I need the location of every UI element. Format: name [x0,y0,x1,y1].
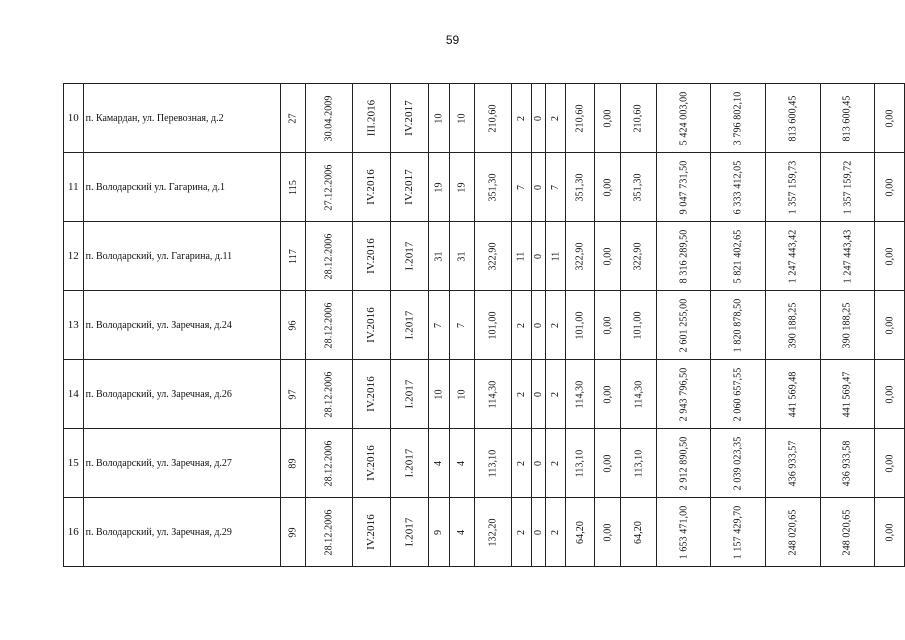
table-cell-c1 [281,222,306,291]
table-cell-c6 [449,222,475,291]
cell-value: 28.12.2006 [323,371,335,417]
table-cell-c14 [656,360,711,429]
cell-value: 0,00 [602,385,614,403]
table-row [64,153,905,222]
cell-value: 0,00 [602,454,614,472]
table-cell-c13 [621,498,656,567]
table-cell-c10 [546,360,566,429]
cell-value: 117 [287,248,299,264]
cell-value: 96 [287,319,299,331]
cell-value: IV.2016 [365,514,378,550]
table-cell-c9 [532,222,546,291]
table-cell-c4 [390,429,428,498]
cell-value: 97 [287,388,299,400]
table-cell-c4 [390,222,428,291]
address-cell: п. Володарский, ул. Заречная, д.26 [83,360,281,429]
table-cell-c17 [820,84,875,153]
table-cell-c5 [428,360,449,429]
cell-value: I.2017 [403,310,416,340]
cell-value: 5 821 402,65 [732,229,744,283]
cell-value: 10 [433,112,445,124]
table-cell-c16 [765,291,820,360]
table-cell-c18 [875,222,905,291]
row-number: 12 [64,222,84,291]
cell-value: 390 188,25 [787,302,799,348]
cell-value: 248 020,65 [787,509,799,555]
table-cell-c18 [875,84,905,153]
cell-value: 19 [433,181,445,193]
table-cell-c17 [820,153,875,222]
cell-value: 101,00 [487,310,499,340]
table-row [64,291,905,360]
cell-value: 28.12.2006 [323,302,335,348]
table-cell-c13 [621,153,656,222]
table-cell-c10 [546,498,566,567]
cell-value: 441 569,48 [787,371,799,417]
table-cell-c11 [566,84,595,153]
table-cell-c3 [353,222,391,291]
table-cell-c9 [532,498,546,567]
cell-value: 9 [433,529,445,535]
table-cell-c8 [511,429,532,498]
table-cell-c9 [532,360,546,429]
cell-value: 3 796 802,10 [732,91,744,145]
cell-value: 390 188,25 [841,302,853,348]
table-cell-c4 [390,153,428,222]
table-cell-c8 [511,222,532,291]
cell-value: 7 [550,184,562,190]
cell-value: 0 [533,253,545,259]
cell-value: 99 [287,526,299,538]
cell-value: 2 [515,322,527,328]
table-cell-c4 [390,291,428,360]
cell-value: 28.12.2006 [323,509,335,555]
table-cell-c14 [656,498,711,567]
table-cell-c9 [532,84,546,153]
table-cell-c7 [475,222,511,291]
cell-value: 115 [287,179,299,195]
cell-value: 0 [533,529,545,535]
cell-value: 113,10 [632,449,644,477]
table-cell-c14 [656,291,711,360]
table-cell-c14 [656,84,711,153]
table-cell-c12 [595,360,621,429]
cell-value: 2 [550,322,562,328]
cell-value: 5 424 003,00 [677,91,689,145]
table-cell-c7 [475,84,511,153]
table-cell-c17 [820,498,875,567]
cell-value: I.2017 [403,517,416,547]
table-cell-c1 [281,498,306,567]
cell-value: 0 [533,115,545,121]
table-row [64,360,905,429]
table-cell-c2 [306,153,353,222]
table-cell-c2 [306,360,353,429]
cell-value: 2 [515,391,527,397]
table-cell-c15 [711,291,766,360]
cell-value: 114,30 [487,380,499,408]
cell-value: 28.12.2006 [323,440,335,486]
table-cell-c12 [595,222,621,291]
cell-value: 113,10 [574,449,586,477]
table-row [64,429,905,498]
cell-value: 351,30 [574,172,586,202]
table-cell-c18 [875,153,905,222]
cell-value: 322,90 [487,241,499,271]
table-cell-c18 [875,498,905,567]
row-number: 15 [64,429,84,498]
table-cell-c18 [875,360,905,429]
table-cell-c1 [281,429,306,498]
table-cell-c14 [656,153,711,222]
table-cell-c12 [595,429,621,498]
table-cell-c9 [532,291,546,360]
cell-value: 0 [533,460,545,466]
cell-value: 0 [533,322,545,328]
cell-value: 4 [456,529,468,535]
table-cell-c1 [281,291,306,360]
cell-value: 64,20 [632,520,644,544]
cell-value: 10 [456,388,468,400]
cell-value: 1 820 878,50 [732,298,744,352]
table-cell-c16 [765,84,820,153]
cell-value: IV.2016 [365,169,378,205]
cell-value: 0,00 [602,109,614,127]
table-cell-c3 [353,153,391,222]
cell-value: 2 [515,115,527,121]
table-cell-c1 [281,153,306,222]
cell-value: I.2017 [403,379,416,409]
cell-value: 7 [456,322,468,328]
table-cell-c10 [546,153,566,222]
table-cell-c5 [428,429,449,498]
cell-value: 0,00 [602,523,614,541]
table-cell-c18 [875,429,905,498]
table-cell-c11 [566,222,595,291]
table-cell-c11 [566,291,595,360]
cell-value: 64,20 [574,520,586,544]
table-cell-c10 [546,84,566,153]
table-cell-c15 [711,498,766,567]
cell-value: IV.2016 [365,238,378,274]
cell-value: 113,10 [487,449,499,477]
table-cell-c7 [475,291,511,360]
row-number: 16 [64,498,84,567]
table-cell-c8 [511,153,532,222]
table-cell-c13 [621,360,656,429]
table-cell-c1 [281,84,306,153]
table-cell-c18 [875,291,905,360]
cell-value: 6 333 412,05 [732,160,744,214]
table-cell-c3 [353,360,391,429]
table-cell-c7 [475,360,511,429]
cell-value: 8 316 289,50 [677,229,689,283]
cell-value: 0,00 [884,109,896,127]
cell-value: 27.12.2006 [323,164,335,210]
cell-value: 11 [515,251,527,261]
cell-value: 351,30 [632,172,644,202]
cell-value: 2 [515,460,527,466]
cell-value: 436 933,58 [841,440,853,486]
table-cell-c9 [532,429,546,498]
cell-value: IV.2017 [403,100,416,136]
cell-value: 10 [433,388,445,400]
cell-value: 0,00 [884,385,896,403]
cell-value: 0 [533,184,545,190]
row-number: 14 [64,360,84,429]
table-cell-c6 [449,498,475,567]
table-cell-c4 [390,84,428,153]
table-cell-c8 [511,360,532,429]
address-cell: п. Володарский, ул. Заречная, д.29 [83,498,281,567]
cell-value: 322,90 [632,241,644,271]
page-number: 59 [445,33,460,47]
table-cell-c10 [546,222,566,291]
table-cell-c2 [306,84,353,153]
table-cell-c7 [475,153,511,222]
table-cell-c5 [428,498,449,567]
cell-value: 114,30 [632,380,644,408]
table-cell-c17 [820,222,875,291]
cell-value: 813 600,45 [841,95,853,141]
cell-value: I.2017 [403,448,416,478]
cell-value: 0,00 [884,247,896,265]
cell-value: 1 653 471,00 [677,505,689,559]
table-cell-c14 [656,222,711,291]
cell-value: 28.12.2006 [323,233,335,279]
table-cell-c11 [566,498,595,567]
address-cell: п. Володарский, ул. Гагарина, д.11 [83,222,281,291]
table-row [64,84,905,153]
cell-value: 132,20 [487,517,499,547]
cell-value: 2 [550,460,562,466]
table-cell-c5 [428,291,449,360]
table-cell-c13 [621,291,656,360]
cell-value: 9 047 731,50 [677,160,689,214]
table-cell-c7 [475,498,511,567]
cell-value: 0,00 [884,454,896,472]
cell-value: 0,00 [602,247,614,265]
table-cell-c13 [621,84,656,153]
cell-value: 11 [550,251,562,261]
cell-value: 210,60 [574,103,586,133]
table-row [64,498,905,567]
table-cell-c16 [765,429,820,498]
cell-value: 0,00 [884,178,896,196]
cell-value: 2 943 796,50 [677,367,689,421]
table-cell-c1 [281,360,306,429]
table-cell-c12 [595,84,621,153]
table-cell-c12 [595,291,621,360]
address-cell: п. Володарский, ул. Заречная, д.24 [83,291,281,360]
table-cell-c11 [566,153,595,222]
cell-value: 101,00 [574,310,586,340]
table-cell-c15 [711,360,766,429]
cell-value: 2 601 255,00 [677,298,689,352]
cell-value: 89 [287,457,299,469]
cell-value: 2 [550,391,562,397]
cell-value: 101,00 [632,310,644,340]
table-cell-c15 [711,222,766,291]
cell-value: 114,30 [574,380,586,408]
cell-value: 7 [515,184,527,190]
cell-value: 1 247 443,42 [787,229,799,283]
table-cell-c5 [428,84,449,153]
table-cell-c2 [306,291,353,360]
table-cell-c13 [621,222,656,291]
cell-value: 1 357 159,72 [841,160,853,214]
table-cell-c4 [390,360,428,429]
cell-value: 210,60 [487,103,499,133]
table-cell-c9 [532,153,546,222]
cell-value: 248 020,65 [841,509,853,555]
table-cell-c6 [449,84,475,153]
cell-value: IV.2017 [403,169,416,205]
cell-value: IV.2016 [365,376,378,412]
table-cell-c16 [765,222,820,291]
table-cell-c5 [428,222,449,291]
table-cell-c2 [306,498,353,567]
cell-value: IV.2016 [365,445,378,481]
cell-value: 0 [533,391,545,397]
address-cell: п. Камардан, ул. Перевозная, д.2 [83,84,281,153]
table-cell-c6 [449,291,475,360]
cell-value: 2 [515,529,527,535]
cell-value: 322,90 [574,241,586,271]
cell-value: 1 357 159,73 [787,160,799,214]
cell-value: 4 [456,460,468,466]
cell-value: 31 [433,250,445,262]
table-cell-c8 [511,291,532,360]
table-cell-c2 [306,222,353,291]
cell-value: 0,00 [884,523,896,541]
cell-value: 436 933,57 [787,440,799,486]
table-cell-c3 [353,429,391,498]
cell-value: 351,30 [487,172,499,202]
cell-value: III.2016 [365,99,378,137]
table-cell-c3 [353,84,391,153]
row-number: 13 [64,291,84,360]
table-cell-c17 [820,429,875,498]
row-number: 10 [64,84,84,153]
table-cell-c8 [511,498,532,567]
table-cell-c16 [765,360,820,429]
cell-value: 4 [433,460,445,466]
address-cell: п. Володарский, ул. Заречная, д.27 [83,429,281,498]
table-cell-c17 [820,291,875,360]
table-cell-c17 [820,360,875,429]
table-cell-c13 [621,429,656,498]
cell-value: 10 [456,112,468,124]
table-cell-c15 [711,153,766,222]
address-cell: п. Володарский ул. Гагарина, д.1 [83,153,281,222]
table-cell-c15 [711,429,766,498]
table-cell-c6 [449,360,475,429]
cell-value: 210,60 [632,103,644,133]
cell-value: 441 569,47 [841,371,853,417]
cell-value: 2 039 023,35 [732,436,744,490]
row-number: 11 [64,153,84,222]
table-cell-c5 [428,153,449,222]
cell-value: 2 [550,115,562,121]
cell-value: 0,00 [884,316,896,334]
table-cell-c16 [765,498,820,567]
table-cell-c15 [711,84,766,153]
cell-value: 2 912 890,50 [677,436,689,490]
table-row [64,222,905,291]
cell-value: 30.04.2009 [323,95,335,141]
cell-value: 31 [456,250,468,262]
table-cell-c2 [306,429,353,498]
table-cell-c16 [765,153,820,222]
housing-program-table [63,83,905,567]
cell-value: 0,00 [602,178,614,196]
cell-value: I.2017 [403,241,416,271]
table-cell-c11 [566,429,595,498]
cell-value: 0,00 [602,316,614,334]
table-cell-c12 [595,498,621,567]
table-cell-c10 [546,429,566,498]
table-cell-c4 [390,498,428,567]
table-body [64,84,905,567]
cell-value: 813 600,45 [787,95,799,141]
cell-value: 7 [433,322,445,328]
table-cell-c12 [595,153,621,222]
table-cell-c14 [656,429,711,498]
cell-value: 1 247 443,43 [841,229,853,283]
table-cell-c6 [449,153,475,222]
table-cell-c8 [511,84,532,153]
table-cell-c6 [449,429,475,498]
table-cell-c7 [475,429,511,498]
table-cell-c3 [353,498,391,567]
table-cell-c11 [566,360,595,429]
cell-value: 27 [287,112,299,124]
cell-value: IV.2016 [365,307,378,343]
table-cell-c10 [546,291,566,360]
cell-value: 1 157 429,70 [732,505,744,559]
table-cell-c3 [353,291,391,360]
cell-value: 19 [456,181,468,193]
cell-value: 2 060 657,55 [732,367,744,421]
cell-value: 2 [550,529,562,535]
